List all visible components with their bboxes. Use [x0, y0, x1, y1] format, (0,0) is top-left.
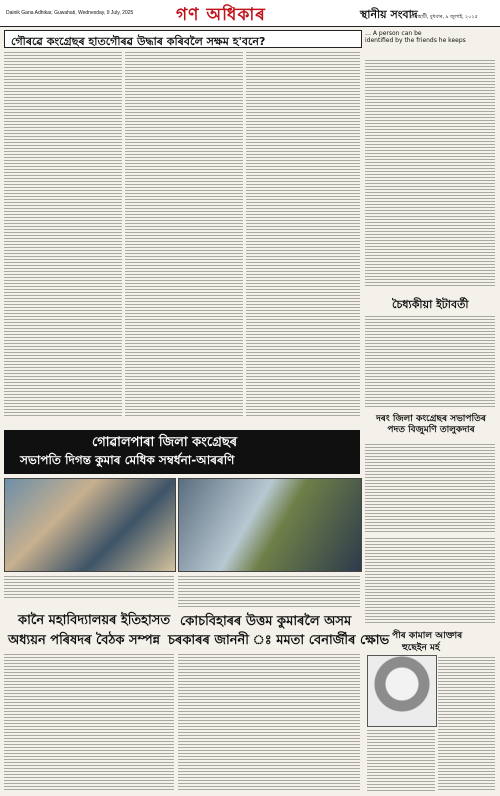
lower-mid-headline-1: কোচবিহাৰৰ উত্তম কুমাৰলৈ অসম — [180, 614, 352, 629]
banner-caption-left — [4, 574, 174, 598]
right-top-title-1: … A person can be — [365, 30, 422, 37]
edition-line: Dainik Gana Adhikar, Guwahati, Wednesday, 9 July, 2025 — [6, 10, 134, 16]
banner-photo-left — [4, 478, 176, 572]
lead-column-1 — [4, 50, 122, 418]
right-column-text-4 — [365, 536, 495, 624]
right-lower-headline: দৰং জিলা কংগ্ৰেছৰ সভাপতিৰ পদত বিজুমণি তালুকদাৰ — [376, 414, 486, 435]
date-line: গুৱাহাটী, বুধবাৰ, ৯ জুলাই, ২০২৫ — [410, 14, 478, 20]
right-profile-title-1: পীৰ কামাল আক্তাৰ — [392, 631, 463, 641]
right-column-text-3 — [365, 442, 495, 532]
masthead-logo: গণ অধিকাৰ — [176, 5, 266, 25]
banner-photo-right — [178, 478, 362, 572]
lower-left-text — [4, 652, 174, 792]
banner-box — [4, 430, 360, 474]
lower-mid-headline-2: চৰকাৰৰ জাননী ঃ মমতা বেনাৰ্জীৰ ক্ষোভ — [168, 633, 390, 648]
right-profile-title-2: হুছেইন মৰ্হ — [402, 643, 440, 653]
lead-headline-box — [4, 30, 362, 48]
banner-title-1: গোৱালপাৰা জিলা কংগ্ৰেছৰ — [92, 435, 238, 450]
lower-left-headline-2: অধ্যয়ন পৰিষদৰ বৈঠক সম্পন্ন — [8, 633, 161, 648]
right-column-text-2 — [365, 314, 495, 409]
section-title: স্থানীয় সংবাদ — [360, 8, 418, 21]
lead-headline: গৌৰৱে কংগ্ৰেছৰ হাতগৌৰৱ উদ্ধাৰ কৰিবলৈ সক্ষম হ'বনে? — [11, 35, 266, 48]
banner-title-2: সভাপতি দিগন্ত কুমাৰ মেধিক সম্বৰ্ধনা-আৰৰণি — [20, 453, 235, 467]
right-top-box — [365, 30, 495, 56]
profile-photo — [367, 655, 437, 727]
right-mid-headline: চৈধ্যকীয়া ইটাবৰ্তী — [392, 298, 469, 311]
right-column-text-1 — [365, 58, 495, 288]
lead-column-2 — [125, 50, 243, 418]
right-profile-text — [438, 655, 495, 791]
lower-mid-text — [178, 652, 360, 792]
lead-column-3 — [246, 50, 360, 418]
lower-left-headline-1: কানৈ মহাবিদ্যালয়ৰ ইতিহাসত — [18, 613, 171, 628]
right-top-title-2: identified by the friends he keeps — [365, 37, 466, 44]
right-profile-caption — [367, 728, 435, 791]
banner-caption-right — [178, 574, 360, 608]
